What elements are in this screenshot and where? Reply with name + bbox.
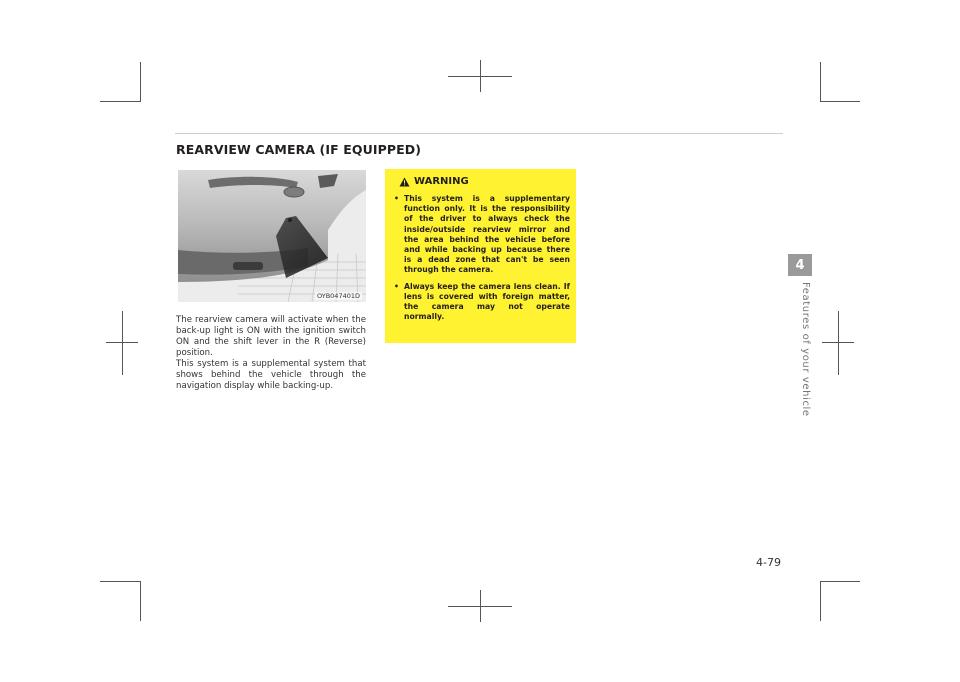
crop-mark [448,76,512,77]
warning-title: WARNING [414,176,469,187]
warning-box [385,169,576,343]
bullet: • [394,281,399,291]
warning-item [391,194,570,276]
car-rear-illustration [178,170,366,302]
rearview-camera-figure [178,170,366,302]
crop-mark [820,581,821,621]
crop-mark [820,581,860,582]
section-title: REARVIEW CAMERA (IF EQUIPPED) [176,142,422,157]
crop-mark [820,62,821,102]
header-divider [175,133,783,134]
warning-item [391,282,570,323]
crop-mark [100,581,140,582]
body-text [176,315,366,392]
crop-mark [448,606,512,607]
chapter-number-tab: 4 [788,254,812,276]
chapter-title: Features of your vehicle [800,282,811,417]
crop-mark [122,311,123,375]
warning-list [391,194,570,322]
crop-mark [838,311,839,375]
warning-triangle-icon [399,177,410,187]
crop-mark [822,342,854,343]
crop-mark [140,62,141,102]
figure-code: OYB047401D [316,292,360,300]
warning-header [399,176,570,187]
warning-item-text: This system is a supplementary function only. It is the responsibility of the driver to always check the inside/outside rearview mirror and the area behind the vehicle before and while backing up because there is a dead zone that can't be seen through the camera. [404,194,570,275]
crop-mark [140,581,141,621]
warning-item-text: Always keep the camera lens clean. If lens is covered with foreign matter, the camera may not operate normally. [404,281,570,322]
crop-mark [106,342,138,343]
body-paragraph: This system is a supplemental system that shows behind the vehicle through the navigation display while backing-up. [176,359,366,391]
body-paragraph: The rearview camera will activate when the back-up light is ON with the ignition switch ON and the shift lever in the R (Reverse) position. [176,315,366,358]
page-number: 4-79 [756,556,781,569]
crop-mark [820,101,860,102]
crop-mark [100,101,140,102]
bullet: • [394,194,399,203]
